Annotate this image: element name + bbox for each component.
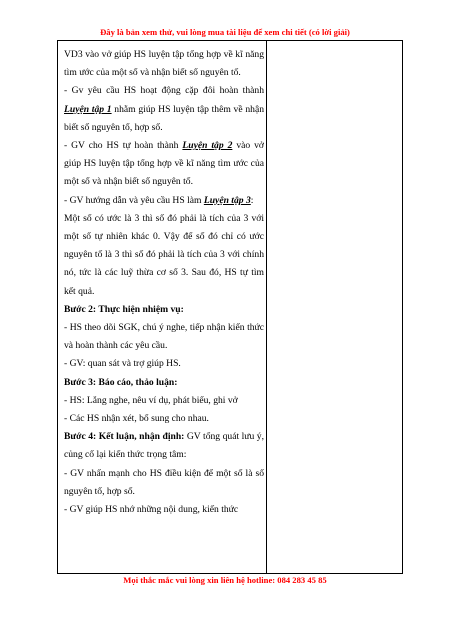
step-3-heading: Bước 3: Báo cáo, thảo luận: [64,376,178,388]
exercise-link-luyen-tap-1: Luyện tập 1 [64,103,112,115]
lesson-table [57,40,403,574]
paragraph-step3-a: - HS: Lắng nghe, nêu ví dụ, phát biểu, ghi vở [64,394,238,406]
column-divider [266,41,267,573]
text-segment: : [250,194,254,206]
paragraph-luyen-tap-1 [64,82,264,137]
text-segment: GV tổng quát lưu ý, củng cố lại kiến thức trọng tâm: [64,431,264,461]
paragraph-step2-b: - GV: quan sát và trợ giúp HS. [64,358,181,370]
paragraph-step3-b: - Các HS nhận xét, bổ sung cho nhau. [64,413,209,425]
hotline-notice-footer: Mọi thắc mắc vui lòng xin liên hệ hotline: 084 283 45 85 [123,575,327,585]
step-2-heading: Bước 2: Thực hiện nhiệm vụ: [64,303,184,315]
paragraph-step2-a: - HS theo dõi SGK, chú ý nghe, tiếp nhận kiến thức và hoàn thành các yêu cầu. [64,322,264,352]
paragraph-step4-b: - GV giúp HS nhớ những nội dung, kiến thức [64,504,239,516]
paragraph-step4 [64,428,264,464]
text-segment: vào vở giúp HS luyện tập tổng hợp về kĩ năng tìm ước của một số và nhận biết số nguyên tố. [64,140,264,188]
teacher-activity-column [64,46,264,519]
preview-notice-header: Đây là bản xem thử, vui lòng mua tài liệu để xem chi tiết (có lời giải) [100,27,350,37]
paragraph-vd3: VD3 vào vở giúp HS luyện tập tổng hợp về kĩ năng tìm ước của một số và nhận biết số nguyên tố. [64,49,264,79]
paragraph-luyen-tap-3 [64,192,264,210]
paragraph-explanation: Một số có ước là 3 thì số đó phải là tích của 3 với một số tự nhiên khác 0. Vậy để số đó chỉ có ước nguyên tố là 3 thì số đó phải là tích của 3 với chính nó, tức là các luỹ thừa cơ số 3. Sau đó, HS tự tìm kết quả. [64,212,264,297]
text-segment: - GV cho HS tự hoàn thành [64,140,183,152]
step-4-heading: Bước 4: Kết luận, nhận định: [64,431,185,443]
exercise-link-luyen-tap-3: Luyện tập 3 [203,194,251,206]
exercise-link-luyen-tap-2: Luyện tập 2 [182,140,233,152]
text-segment: - GV hướng dẫn và yêu cầu HS làm [64,194,204,206]
text-segment: nhằm giúp HS luyện tập thêm về nhận biết số nguyên tố, hợp số. [64,103,264,133]
text-segment: - Gv yêu cầu HS hoạt động cặp đôi hoàn thành [64,85,264,97]
paragraph-step4-a: - GV nhấn mạnh cho HS điều kiện để một số là số nguyên tố, hợp số. [64,467,264,497]
paragraph-luyen-tap-2 [64,137,264,192]
